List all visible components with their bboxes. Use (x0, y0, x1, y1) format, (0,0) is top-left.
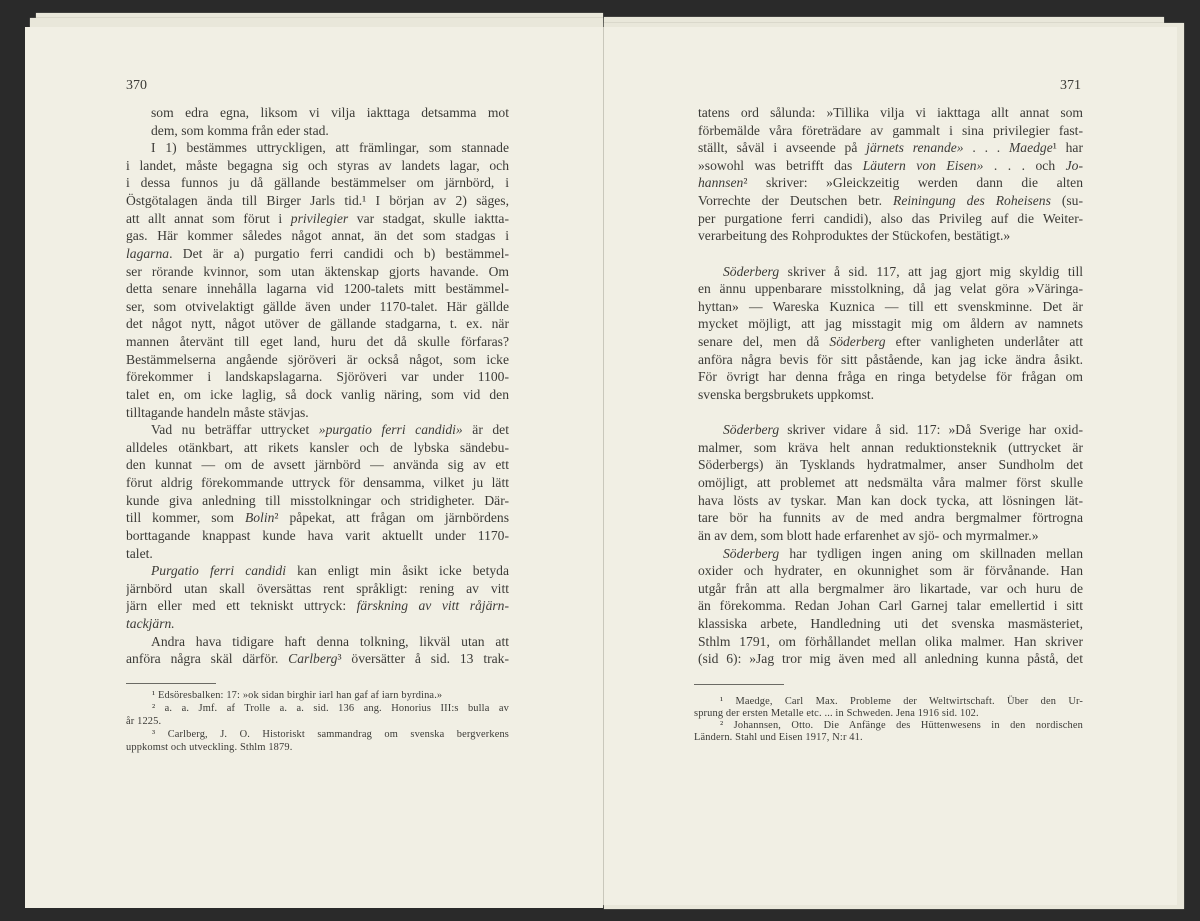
text-line (126, 315, 509, 333)
text-segment: Östgötalagen ända till Birger Jarls tid.¹ I början av 2) säges, (126, 193, 509, 209)
text-line (698, 615, 1083, 633)
text-line (698, 597, 1083, 615)
text-segment: en ännu uppenbarare misstolkning, då jag velat göra »Väringa- (698, 281, 1083, 297)
text-line (126, 298, 509, 316)
text-line (126, 439, 509, 457)
text-segment: tare bör ha funnits av de med andra bergmalmer förtrogna (698, 510, 1083, 526)
text-segment: tatens ord sålunda: »Tillika vilja vi iakttaga allt annat som (698, 105, 1083, 120)
text-segment: sprung der ersten Metalle etc. ... in Schweden. Jena 1916 sid. 102. (694, 708, 979, 719)
text-segment: anföra några bevis för sitt påstående, kan jag icke ändra åsikt. (698, 351, 1083, 367)
text-segment: »sowohl was betrifft das (698, 157, 863, 173)
text-segment: ³ översätter å sid. 13 trak- (337, 651, 509, 667)
text-line (698, 439, 1083, 457)
text-line (126, 562, 509, 580)
italic-text: Bolin (244, 510, 275, 526)
footnote-line (126, 728, 509, 741)
text-segment: alldeles otänkbart, att rikets kansler och de lybska sändebu- (126, 439, 509, 455)
text-segment: omöjligt, att problemet att nedsmälta våra malmer först skulle (698, 475, 1083, 491)
text-line (151, 104, 509, 122)
text-line (126, 157, 509, 175)
page-number-left: 370 (126, 78, 147, 93)
text-segment: kunde giva anledning till misstolkningar och stridigheter. Där- (126, 492, 509, 508)
text-segment: klassiska arbete, Handledning uti det svenska masmästeriet, (698, 615, 1083, 631)
text-segment: ¹ Maedge, Carl Max. Probleme der Weltwirtschaft. Über den Ur- (720, 696, 1083, 707)
text-line (698, 315, 1083, 333)
text-segment: ² Johannsen, Otto. Die Anfänge des Hüttenwesens in den nordischen (720, 720, 1083, 731)
text-line (126, 615, 509, 633)
text-line (698, 122, 1083, 140)
text-segment: detta senare innehålla lagarna vid 1200-talets mitt bestämmel- (126, 281, 509, 297)
text-segment: förekommer i landskapslagarna. Sjöröveri var under 1100- (126, 369, 509, 385)
text-line (126, 404, 509, 422)
text-segment: talet. (126, 545, 153, 561)
italic-text: Söderberg (723, 263, 780, 279)
text-segment: För övrigt har denna fråga en ringa betydelse för frågan om (698, 369, 1083, 385)
text-line (126, 333, 509, 351)
text-segment: ² påpekat, att frågan om järnbördens (274, 510, 509, 526)
text-segment: senare del, men då (698, 334, 830, 350)
text-segment: oxider och hydrater, en okunnighet som är förvånande. Han (698, 563, 1083, 579)
text-line (698, 280, 1083, 298)
text-segment: talet en, om icke laglig, så dock vanlig näring, som vid den (126, 386, 509, 402)
text-line (698, 351, 1083, 369)
text-line (698, 562, 1083, 580)
text-line (126, 492, 509, 510)
italic-text: Söderberg (829, 334, 886, 350)
text-line (698, 104, 1083, 122)
text-segment: svenska bergsbrukets uppkomst. (698, 386, 875, 402)
italic-text: järnets renande» (866, 140, 964, 156)
text-segment: efter vanligheten underlåter att (885, 334, 1083, 350)
text-line (698, 210, 1083, 228)
text-line (126, 509, 509, 527)
italic-text: tackjärn. (126, 615, 175, 631)
text-segment: tilltagande handeln måste stävjas. (126, 404, 309, 420)
text-line (126, 580, 509, 598)
text-line (698, 192, 1083, 210)
text-segment: ² skriver: »Gleickzeitig werden dann die alten (743, 175, 1083, 191)
text-line (151, 122, 509, 140)
text-segment: Bestämmelserna angående sjöröveri är också något, som icke (126, 351, 509, 367)
text-segment: Vorrechte der Deutschen betr. (698, 193, 894, 209)
italic-text: Läutern von Eisen» (862, 157, 984, 173)
text-line (698, 227, 1083, 245)
text-line (698, 509, 1083, 527)
text-segment: . Det är a) purgatio ferri candidi och b) bestämmel- (169, 245, 509, 261)
text-segment: . . . (963, 140, 1009, 156)
footnote-rule-left (126, 683, 216, 684)
text-segment: utgår från att alla bergmalmer äro likartade, var och huru de (698, 580, 1083, 596)
italic-text: lagarna (126, 245, 170, 261)
text-segment: borttagande knappast kunde hava varit aktuellt under 1170- (126, 527, 509, 543)
text-segment: till kommer, som (126, 510, 245, 526)
text-line (126, 139, 509, 157)
text-segment: järn eller med ett tekniskt uttryck: (126, 598, 357, 614)
text-line (126, 421, 509, 439)
text-line (126, 351, 509, 369)
text-line (698, 633, 1083, 651)
text-line (698, 139, 1083, 157)
text-line (126, 227, 509, 245)
italic-text: Söderberg (723, 545, 780, 561)
text-line (126, 174, 509, 192)
italic-text: Maedge (1008, 140, 1053, 156)
italic-text: »purgatio ferri candidi» (318, 422, 463, 438)
text-line (698, 157, 1083, 175)
text-line (698, 580, 1083, 598)
text-line (126, 527, 509, 545)
text-segment: (sid 6): »Jag tror mig även med all anledning kunna påstå, det (698, 651, 1083, 667)
text-line (698, 298, 1083, 316)
text-segment: gas. Här kommer således något annat, än det som stadgas i (126, 228, 509, 244)
italic-text: Söderberg (723, 422, 780, 438)
text-segment: malmer, som kräva helt annan reduktionsteknik (uttrycket är (698, 439, 1083, 455)
footnote-line (126, 689, 509, 702)
text-line (698, 421, 1083, 439)
text-segment: år 1225. (126, 716, 162, 727)
text-segment: det något nytt, något utöver de gällande stadgarna, t. ex. när (126, 316, 509, 332)
text-segment: Ländern. Stahl und Eisen 1917, N:r 41. (694, 732, 863, 743)
footnote-line (126, 715, 509, 728)
text-line (126, 650, 509, 668)
text-line (698, 333, 1083, 351)
text-segment: ¹ Edsöresbalken: 17: »ok sidan birghir iarl han gaf af iarn byrdina.» (152, 690, 443, 701)
text-segment: ser rörande kvinnor, som utan äktenskap gjorts havande. Om (126, 263, 509, 279)
text-line (126, 368, 509, 386)
text-line (698, 474, 1083, 492)
text-line (698, 174, 1083, 192)
text-segment: (su- (1050, 193, 1083, 209)
text-segment: mannen återvänt till eget land, huru det då skulle förfaras? (126, 334, 509, 350)
text-line (698, 545, 1083, 563)
text-segment: ¹ har (1052, 140, 1083, 156)
text-segment: att allt annat som förut i (126, 210, 291, 226)
text-segment: än förekomma. Redan Johan Carl Garnej talar emellertid i sitt (698, 598, 1083, 614)
text-line (126, 245, 509, 263)
text-segment: än av dem, som blott hade erfarenhet av sjö- och myrmalmer.» (698, 527, 1039, 543)
text-line (698, 456, 1083, 474)
text-segment: uppkomst och utveckling. Sthlm 1879. (126, 742, 293, 753)
text-line (126, 456, 509, 474)
text-line (698, 650, 1083, 668)
text-line (698, 527, 1083, 545)
book-gutter (603, 27, 604, 905)
text-line (126, 192, 509, 210)
text-segment: är det (462, 422, 509, 438)
text-segment: Vad nu beträffar uttrycket (151, 422, 319, 438)
footnote-line (126, 741, 509, 754)
text-segment: i landet, måste begagna sig och styras av landets lagar, och (126, 157, 509, 173)
text-line (126, 263, 509, 281)
italic-text: Jo- (1065, 157, 1083, 173)
text-segment: har tydligen ingen aning om skillnaden mellan (779, 545, 1083, 561)
text-segment: kan enligt min åsikt icke betyda (286, 563, 509, 579)
text-segment: järnbörd utan skall översättas rent språkligt: rening av vitt (126, 580, 509, 596)
text-segment: skriver å sid. 117, att jag gjort mig skyldig till (779, 263, 1083, 279)
text-line (126, 210, 509, 228)
text-segment: verarbeitung des Rohproduktes der Stückofen, bestätigt.» (698, 228, 1011, 244)
italic-text: Reiningung des Roheisens (893, 193, 1051, 209)
footnote-rule-right (694, 684, 784, 685)
text-segment: som edra egna, liksom vi vilja iakttaga detsamma mot (151, 105, 509, 120)
text-line (126, 474, 509, 492)
text-segment: anföra några skäl därför. (126, 651, 289, 667)
text-segment: Söderbergs) än Tysklands hydratmalmer, anser Sundholm det (698, 457, 1083, 473)
text-segment: dem, som komma från eder stad. (151, 122, 329, 138)
italic-text: Purgatio ferri candidi (151, 563, 287, 579)
text-segment: . . . och (983, 157, 1066, 173)
footnote-line (694, 731, 1083, 744)
text-segment: per purgatione ferri candidi), also das Privileg auf die Weiter- (698, 210, 1083, 226)
text-segment: mycket möjligt, att jag misstagit mig om åldern av namnets (698, 316, 1083, 332)
text-segment: förut aldrig förekommande uttryck för densamma, vilket ju lätt (126, 475, 509, 491)
text-segment: förbemälde våra företrädare av gammalt i sina privilegier fast- (698, 122, 1083, 138)
text-line (698, 368, 1083, 386)
italic-text: färskning av vitt råjärn- (356, 598, 509, 614)
text-line (698, 492, 1083, 510)
text-segment: hava lösts av tyskar. Man kan dock tycka, att lösningen lät- (698, 492, 1083, 508)
italic-text: hannsen (698, 175, 744, 191)
page-number-right: 371 (1060, 78, 1081, 93)
text-segment: hyttan» — Wareska Kuznica — till ett svenskminne. Det är (698, 298, 1083, 314)
text-segment: Sthlm 1791, om förhållandet mellan olika malmer. Han skriver (698, 633, 1083, 649)
text-line (126, 633, 509, 651)
text-segment: skriver vidare å sid. 117: »Då Sverige har oxid- (779, 422, 1083, 438)
text-segment: I 1) bestämmes uttryckligen, att främlingar, som stannade (151, 140, 509, 156)
text-segment: ² a. a. Jmf. af Trolle a. a. sid. 136 ang. Honorius III:s bulla av (152, 703, 509, 714)
text-line (698, 386, 1083, 404)
text-line (126, 386, 509, 404)
text-segment: var stadgat, skulle iaktta- (348, 210, 509, 226)
text-segment: i dessa funnos ju då gällande bestämmelser om järnbörd, i (126, 175, 509, 191)
text-segment: den kunnat — om de avsett järnbörd — använda sig av ett (126, 457, 509, 473)
text-line (126, 597, 509, 615)
italic-text: Carlberg (288, 651, 338, 667)
italic-text: privilegier (290, 210, 349, 226)
text-segment: ser, som otvivelaktigt gällde även under 1170-talet. Här gällde (126, 298, 509, 314)
text-segment: ställt, såväl i avseende på (698, 140, 867, 156)
text-line (126, 545, 509, 563)
footnote-line (126, 702, 509, 715)
text-line (126, 280, 509, 298)
text-line (698, 263, 1083, 281)
text-segment: Andra hava tidigare haft denna tolkning, likväl utan att (151, 633, 509, 649)
text-segment: ³ Carlberg, J. O. Historiskt sammandrag om svenska bergverkens (152, 729, 509, 740)
